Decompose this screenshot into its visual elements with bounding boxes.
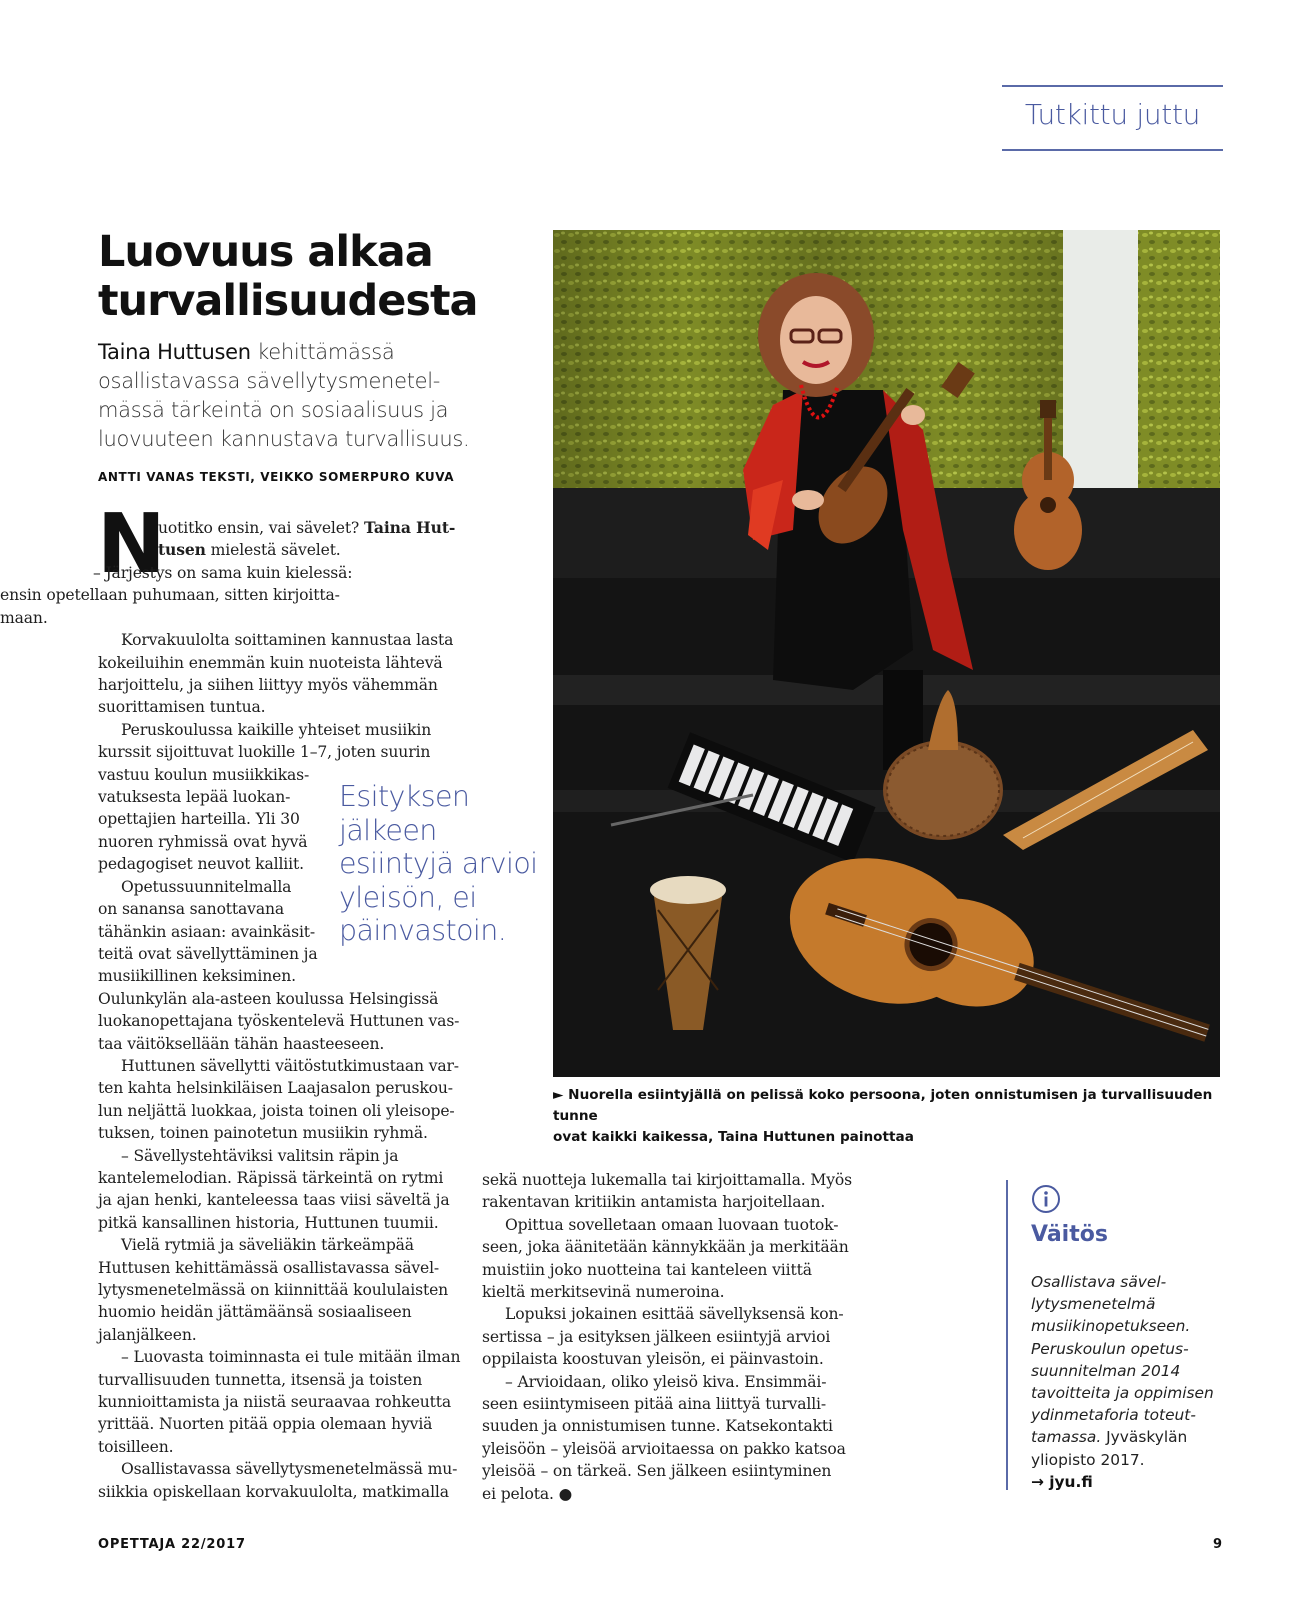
body-column-1	[0, 562, 468, 1503]
paragraph-6: Huttunen sävellytti väitöstutkimustaan var- ten kahta helsinkiläisen Laajasalon peruskou- lun neljättä luokkaa, joista toinen oli yleisope- tuksen, toinen painotetun musiikin ryhmä.	[98, 1056, 459, 1143]
headline	[98, 228, 538, 326]
paragraph-5: Opetussuunnitelmalla on sanansa sanottavana tähänkin asiaan: avainkäsit- teitä ovat sävellyttäminen ja musiikillinen keksiminen. Oulunkylän ala-asteen koulussa Helsingissä luokanopettajana työskentelevä Huttunen vas- taa väitöksellään tähän haasteeseen.	[98, 877, 460, 1053]
article-photo	[553, 230, 1220, 1077]
drop-cap: N	[97, 497, 166, 592]
info-box-text	[1031, 1271, 1231, 1493]
photo-illustration	[553, 230, 1220, 1077]
paragraph-9: – Luovasta toiminnasta ei tule mitään ilman turvallisuuden tunnetta, itsensä ja toisten kunnioittamista ja niistä seuraavaa rohkeutta yrittää. Nuorten pitää oppia olemaan hyviä toisilleen.	[98, 1348, 461, 1456]
info-icon	[1031, 1184, 1061, 1214]
paragraph-8: Vielä rytmiä ja säveliäkin tärkeämpää Huttusen kehittämässä osallistavassa sävel- lytysmenetelmässä on kiinnittää koululaisten huomio heidän jättämäänsä sosiaaliseen jalanjälkeen.	[98, 1236, 449, 1344]
headline-line-1: Luovuus alkaa	[98, 227, 433, 277]
body-column-1-top	[158, 517, 458, 562]
lede-name: Taina Huttusen	[98, 340, 251, 364]
paragraph-12: Opittua sovelletaan omaan luovaan tuotok- seen, joka äänitetään kännykkään ja merkitään muistiin joko nuotteina tai kanteleen viittä kieltä merkitsevinä numeroina.	[482, 1215, 849, 1302]
headline-line-2: turvallisuudesta	[98, 276, 478, 326]
paragraph-13: Lopuksi jokainen esittää sävellyksensä kon- sertissa – ja esityksen jälkeen esiintyjä arvioi oppilaista koostuvan yleisön, ei päinvastoin.	[482, 1305, 844, 1369]
paragraph-2: – Järjestys on sama kuin kielessä: ensin opetellaan puhumaan, sitten kirjoitta- maan.	[0, 564, 353, 627]
info-box-title: Väitös	[1031, 1222, 1108, 1247]
byline: ANTTI VANAS TEKSTI, VEIKKO SOMERPURO KUVA	[98, 470, 455, 484]
jyu-link[interactable]: → jyu.fi	[1031, 1472, 1093, 1491]
magazine-issue: OPETTAJA 22/2017	[98, 1537, 246, 1552]
section-rule-bottom	[1002, 149, 1223, 151]
paragraph-3: Korvakuulolta soittaminen kannustaa lasta kokeiluihin enemmän kuin nuoteista lähtevä harjoittelu, ja siihen liittyy myös vähemmän suorittamisen tuntua.	[98, 631, 454, 717]
pull-quote: Esityksen jälkeen esiintyjä arvioi yleisön, ei päinvastoin.	[339, 780, 538, 947]
thesis-publisher: Jyväskylän yliopisto 2017.	[1031, 1428, 1188, 1469]
paragraph-10: Osallistavassa sävellytysmenetelmässä mu- siikkia opiskellaan korvakuulolta, matkimalla	[98, 1460, 458, 1501]
body-column-2	[482, 1169, 872, 1505]
section-label: Tutkittu juttu	[1024, 98, 1201, 131]
thesis-title: Osallistava sävel- lytysmenetelmä musiikinopetukseen. Peruskoulun opetus- suunnitelman 2014 tavoitteita ja oppimisen ydinmetaforia toteut- tamassa.	[1031, 1273, 1214, 1447]
photo-caption: ► Nuorella esiintyjällä on pelissä koko persoona, joten onnistumisen ja turvallisuuden tunne ovat kaikki kaikessa, Taina Huttunen painottaa	[553, 1087, 1213, 1145]
lede-text: kehittämässä osallistavassa sävellytysmenetel-mässä tärkeintä on sosiaalisuus ja luovuuteen kannustava turvallisuus.	[98, 340, 470, 451]
paragraph-7: – Sävellystehtäviksi valitsin räpin ja kantelemelodian. Räpissä tärkeintä on rytmi ja ajan henki, kanteleessa taas viisi säveltä ja pitkä kansallinen historia, Huttunen tuumii.	[98, 1146, 450, 1232]
paragraph-4: Peruskoulussa kaikille yhteiset musiikin kurssit sijoittuvat luokille 1–7, joten suurin vastuu koulun musiikkikas- vatuksesta lepää luokan- opettajien harteilla. Yli 30 nuoren ryhmissä ovat hyvä pedagogiset neuvot kalliit.	[98, 720, 432, 874]
paragraph-1: uotitko ensin, vai sävelet? Taina Hut- tusen mielestä sävelet.	[158, 518, 456, 560]
paragraph-11: sekä nuotteja lukemalla tai kirjoittamalla. Myös rakentavan kritiikin antamista harjoitellaan.	[482, 1171, 852, 1212]
paragraph-14: – Arvioidaan, oliko yleisö kiva. Ensimmäi- seen esiintymiseen pitää aina liittyä turvalli- suuden ja onnistumisen tunne. Katsekontakti yleisöön – yleisöä arvioitaessa on pakko katsoa yleisöä – on tärkeä. Sen jälkeen esiintyminen ei pelota. ●	[482, 1372, 846, 1503]
section-rule-top	[1002, 85, 1223, 87]
page-number: 9	[1212, 1537, 1222, 1552]
info-box-rule	[1006, 1180, 1008, 1490]
lede	[98, 338, 488, 454]
